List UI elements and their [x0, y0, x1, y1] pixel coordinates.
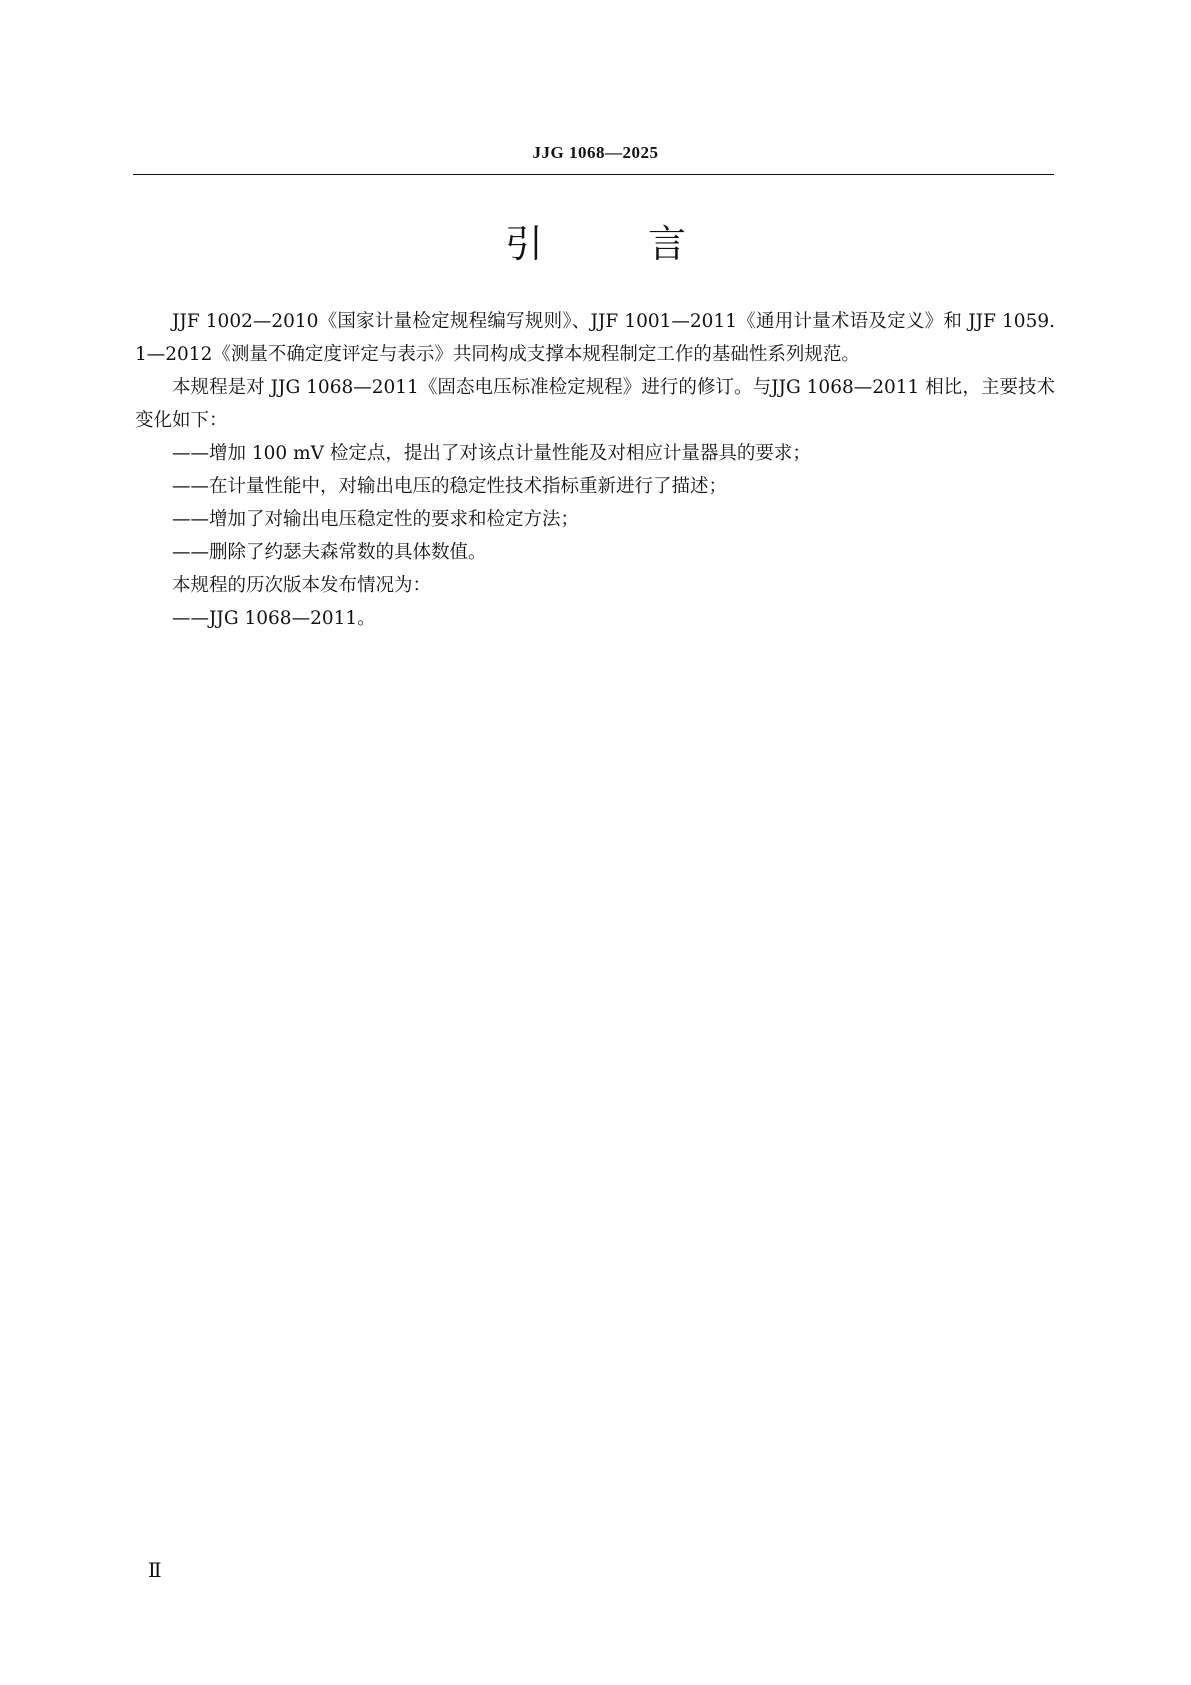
paragraph-version-history: 本规程的历次版本发布情况为：: [172, 575, 432, 596]
page-title-char-1: 引: [504, 222, 543, 266]
header-rule: [133, 174, 1054, 175]
list-item-history-1: ——JJG 1068—2011。: [172, 608, 376, 629]
body-text: [135, 305, 1055, 635]
list-item-change-3: ——增加了对输出电压稳定性的要求和检定方法；: [172, 509, 580, 530]
list-item-change-2: ——在计量性能中，对输出电压的稳定性技术指标重新进行了描述；: [172, 476, 728, 497]
list-item-change-1: ——增加 100 mV 检定点，提出了对该点计量性能及对相应计量器具的要求；: [172, 443, 811, 464]
page-number: Ⅱ: [148, 1560, 162, 1582]
document-code-header: JJG 1068—2025: [532, 143, 659, 162]
page-title-char-2: 言: [648, 222, 687, 266]
list-item-change-4: ——删除了约瑟夫森常数的具体数值。: [172, 542, 487, 563]
paragraph-referenced-standards: JJF 1002—2010《国家计量检定规程编写规则》、JJF 1001—2011《通用计量术语及定义》和 JJF 1059.1—2012《测量不确定度评定与表示》共同构成支撑本规程制定工作的基础性系列规范。: [135, 311, 1055, 365]
page-title: [0, 220, 1191, 268]
paragraph-revision-note: 本规程是对 JJG 1068—2011《固态电压标准检定规程》进行的修订。与JJG 1068—2011 相比，主要技术变化如下：: [135, 377, 1055, 431]
